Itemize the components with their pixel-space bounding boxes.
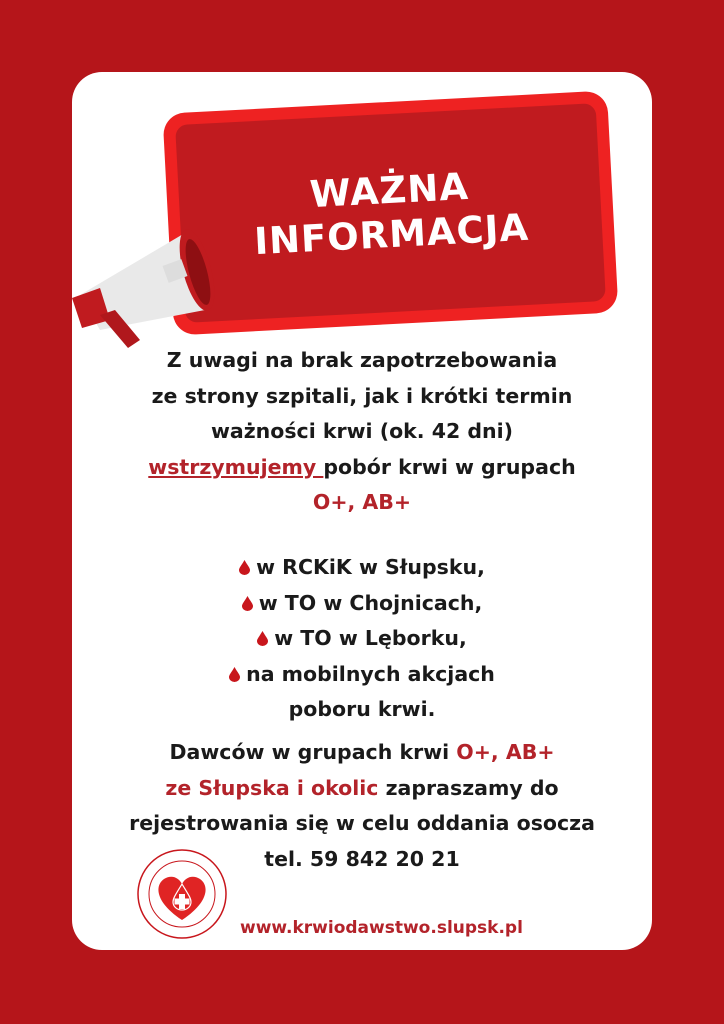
phone-number: tel. 59 842 20 21 (264, 846, 460, 871)
intro-line: Z uwagi na brak zapotrzebowania (166, 348, 558, 372)
megaphone-icon (70, 200, 220, 350)
suspend-highlight: wstrzymujemy (148, 454, 324, 479)
blood-drop-icon (242, 596, 253, 611)
location-item: w TO w Lęborku, (72, 621, 652, 657)
rckik-logo (136, 848, 228, 940)
cta-region: ze Słupska i okolic (165, 775, 379, 800)
location-item: w RCKiK w Słupsku, (72, 550, 652, 586)
cta-text: rejestrowania się w celu oddania osocza (129, 811, 595, 835)
locations-list (72, 550, 652, 728)
intro-text (72, 343, 652, 521)
location-item: w TO w Chojnicach, (72, 586, 652, 622)
location-item: na mobilnych akcjach (72, 657, 652, 693)
intro-line: ważności krwi (ok. 42 dni) (210, 419, 514, 443)
banner-title-line2: INFORMACJA (253, 205, 531, 264)
cta-groups: O+, AB+ (456, 740, 555, 764)
location-item-cont: poboru krwi. (288, 697, 436, 721)
intro-line: pobór krwi w grupach (323, 454, 576, 479)
announcement-banner (162, 91, 618, 336)
blood-groups: O+, AB+ (312, 490, 412, 514)
blood-drop-icon (239, 560, 250, 575)
banner-title-line1: WAŻNA (308, 164, 470, 217)
blood-drop-icon (257, 631, 268, 646)
cta-text: zapraszamy do (378, 775, 559, 800)
cta-text: Dawców w grupach krwi (169, 740, 457, 764)
intro-line: ze strony szpitali, jak i krótki termin (151, 383, 573, 408)
blood-drop-icon (229, 667, 240, 682)
website-link[interactable]: www.krwiodawstwo.slupsk.pl (240, 918, 523, 938)
